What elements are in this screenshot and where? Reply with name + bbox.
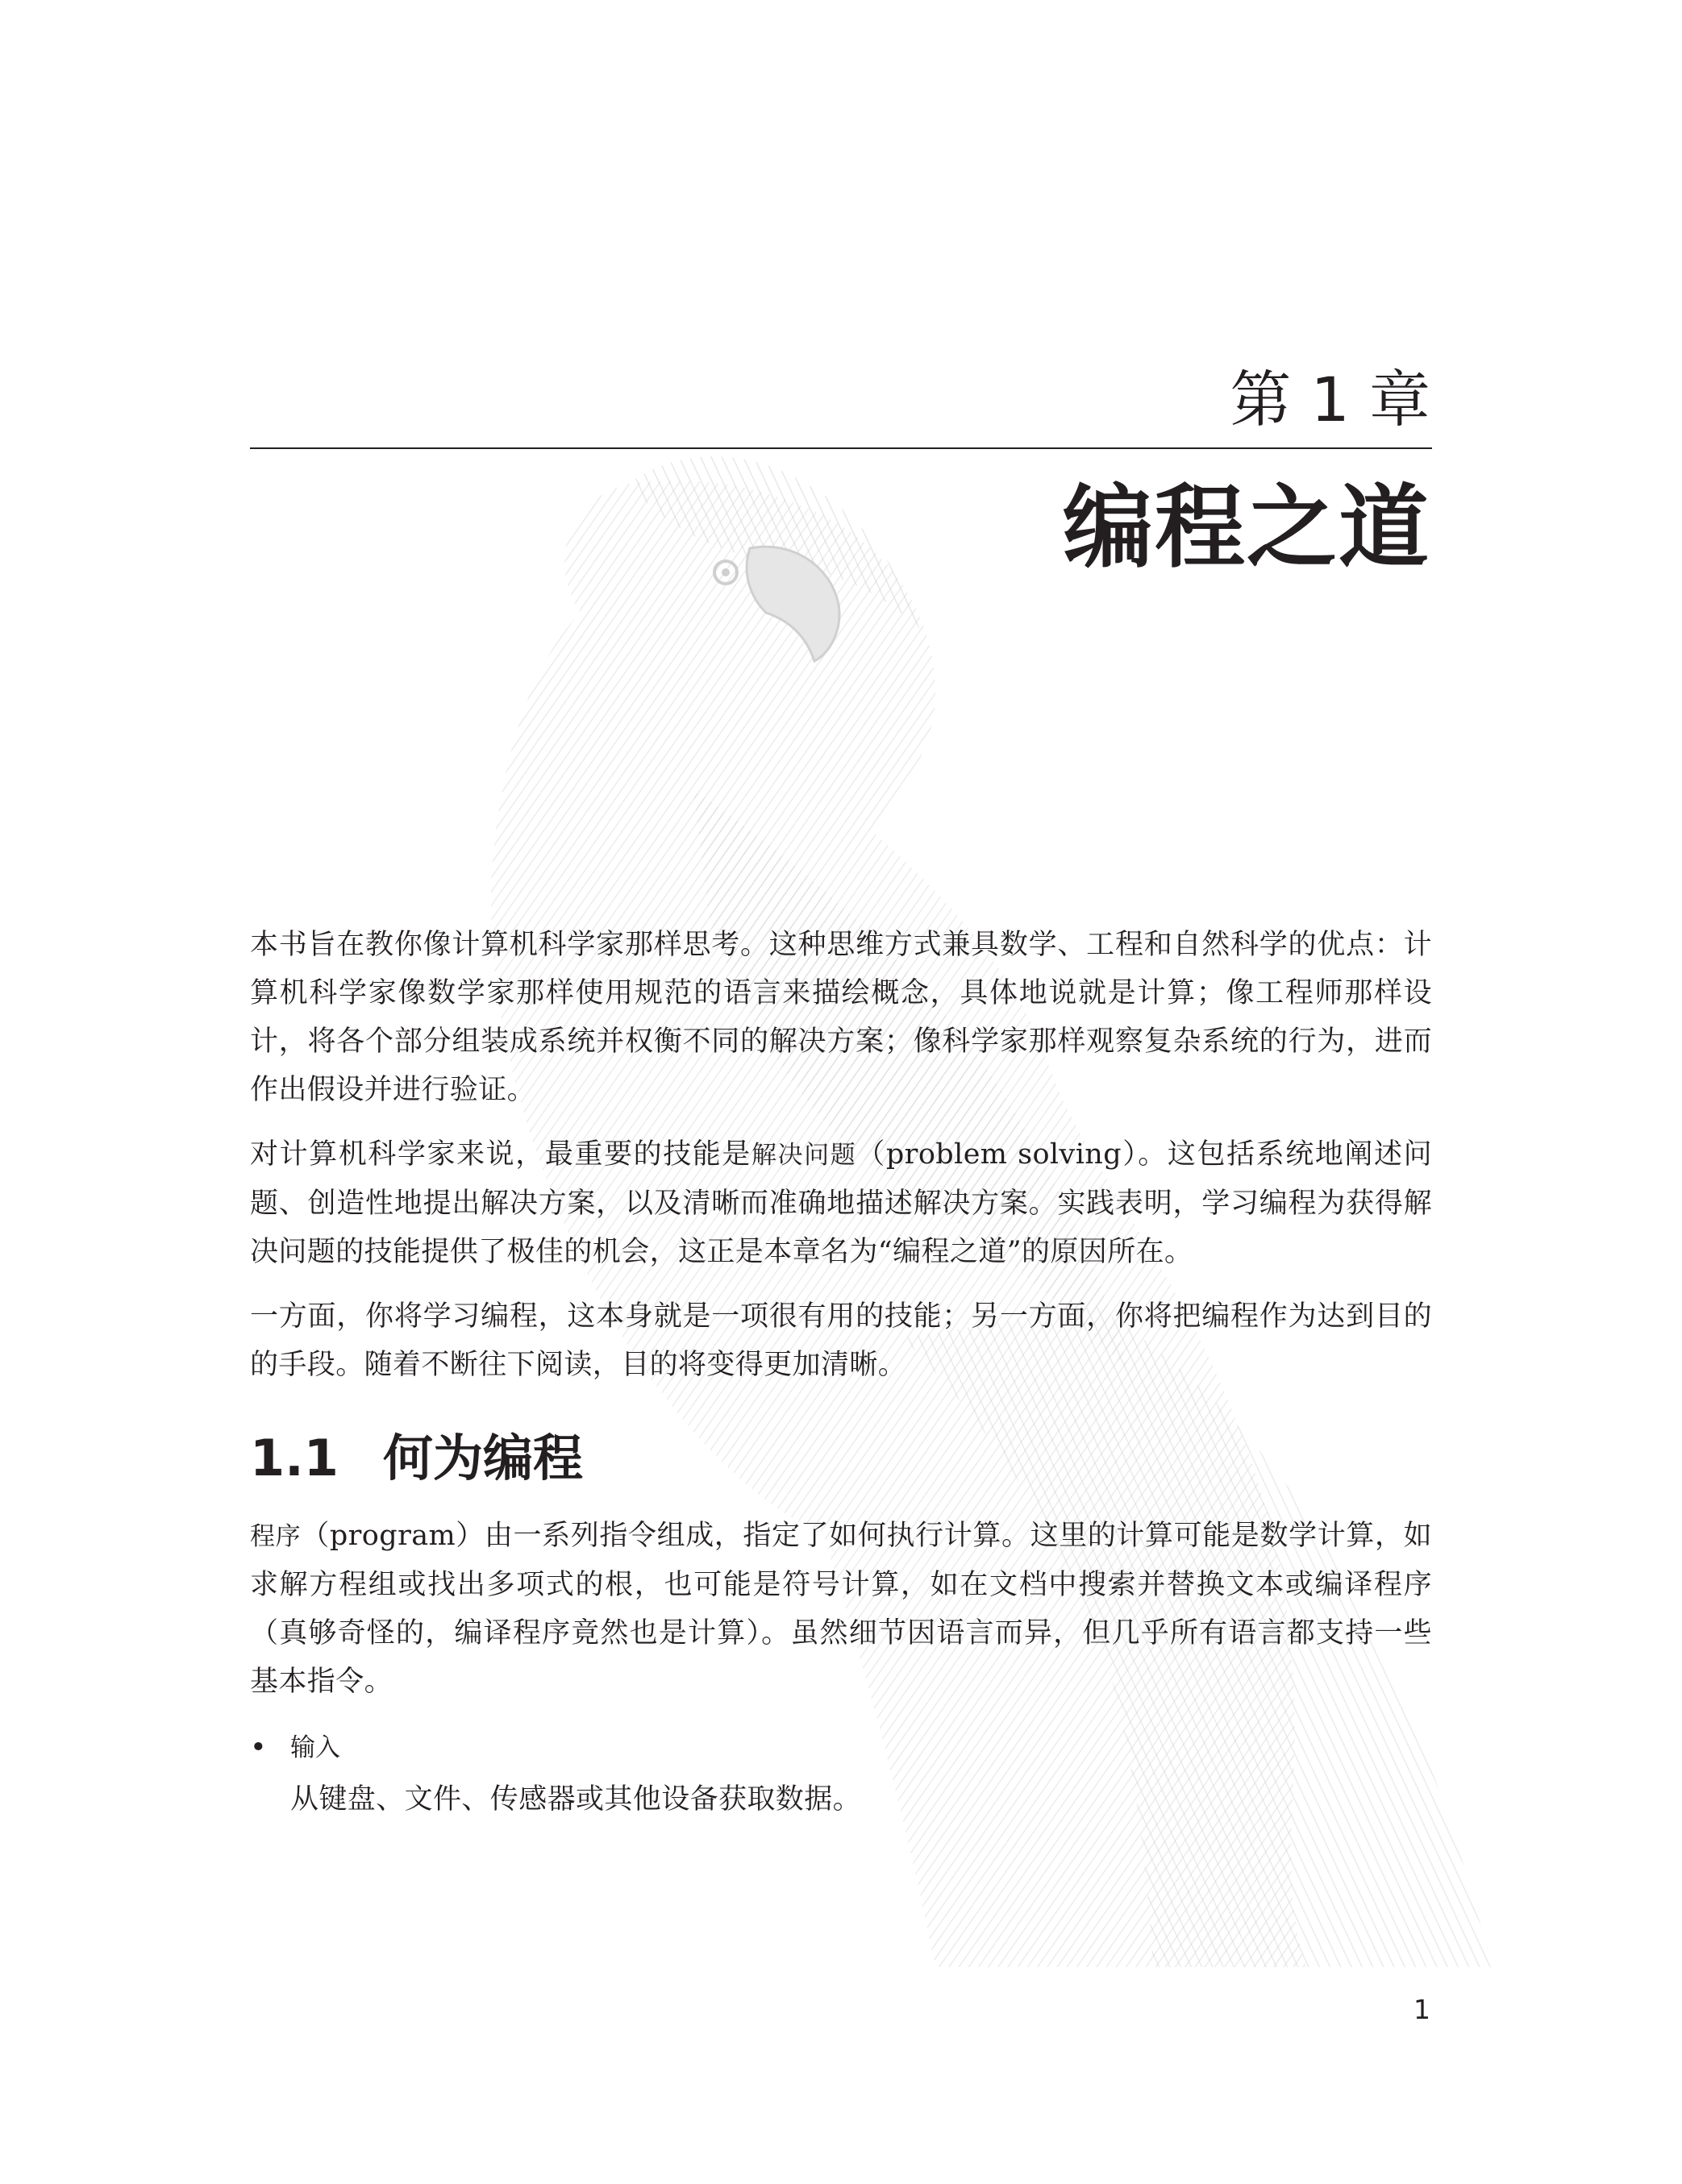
list-item-description: 从键盘、文件、传感器或其他设备获取数据。 — [290, 1783, 862, 1816]
section-paragraph-1 — [250, 1512, 1432, 1706]
section-number: 1.1 — [250, 1429, 339, 1487]
bullet-icon: • — [250, 1732, 267, 1764]
instruction-list — [250, 1724, 1432, 1824]
section-p1-text: （program）由一系列指令组成，指定了如何执行计算。这里的计算可能是数学计算，如求解方程组或找出多项式的根，也可能是符号计算，如在文档中搜索并替换文本或编译程序（真够奇怪的，编译程序竟然也是计算）。虽然细节因语言而异，但几乎所有语言都支持一些基本指令。 — [250, 1520, 1432, 1698]
intro-p2-text-before: 对计算机科学家来说，最重要的技能是 — [250, 1138, 751, 1171]
chapter-label: 第 1 章 — [1230, 364, 1430, 435]
intro-paragraph-3: 一方面，你将学习编程，这本身就是一项很有用的技能；另一方面，你将把编程作为达到目的的手段。随着不断往下阅读，目的将变得更加清晰。 — [250, 1300, 1432, 1381]
page-number: 1 — [1413, 1994, 1430, 2025]
intro-paragraph-1: 本书旨在教你像计算机科学家那样思考。这种思维方式兼具数学、工程和自然科学的优点：计算机科学家像数学家那样使用规范的语言来描绘概念，具体地说就是计算；像工程师那样设计，将各个部分组装成系统并权衡不同的解决方案；像科学家那样观察复杂系统的行为，进而作出假设并进行验证。 — [250, 929, 1432, 1106]
intro-p2-text-after: （problem solving）。这包括系统地阐述问题、创造性地提出解决方案，以及清晰而准确地描述解决方案。实践表明，学习编程为获得解决问题的技能提供了极佳的机会，这正是本章名为“编程之道”的原因所在。 — [250, 1138, 1432, 1268]
section-title: 何为编程 — [383, 1429, 584, 1487]
term-problem-solving: 解决问题 — [751, 1141, 857, 1170]
list-item-term: 输入 — [290, 1733, 340, 1762]
list-item — [250, 1724, 1432, 1824]
chapter-divider — [250, 447, 1432, 449]
intro-paragraph-2 — [250, 1130, 1432, 1276]
section-heading — [250, 1426, 1432, 1491]
chapter-body — [250, 921, 1432, 1824]
chapter-title: 编程之道 — [1063, 476, 1430, 580]
term-program: 程序 — [250, 1522, 302, 1551]
